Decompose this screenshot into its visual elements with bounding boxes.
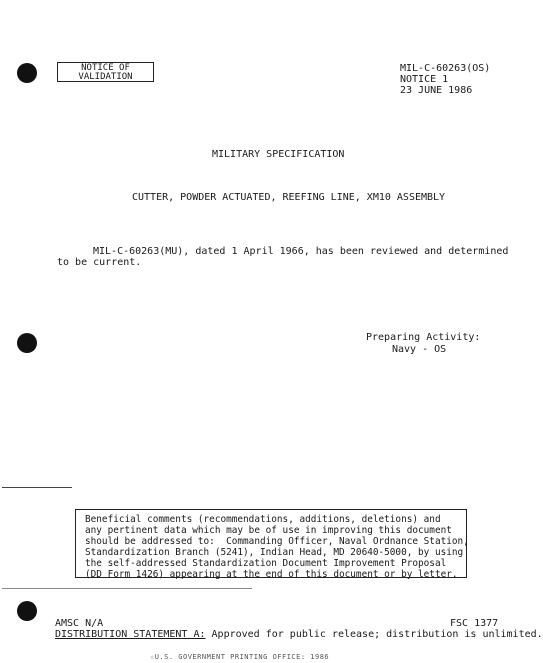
comments-line: any pertinent data which may be of use in improving this document — [85, 525, 452, 536]
comments-line: Beneficial comments (recommendations, additions, deletions) and — [85, 514, 441, 525]
comments-line: (DD Form 1426) appearing at the end of this document or by letter. — [85, 569, 458, 580]
document-heading: MILITARY SPECIFICATION — [212, 149, 345, 160]
distribution-text: Approved for public release; distribution is unlimited. — [205, 629, 543, 640]
distribution-label: DISTRIBUTION STATEMENT A: — [55, 629, 206, 640]
gpo-imprint: ☆U.S. GOVERNMENT PRINTING OFFICE: 1986 — [150, 653, 330, 661]
comments-line: the self-addressed Standardization Document Improvement Proposal — [85, 558, 447, 569]
comments-box — [75, 509, 467, 578]
doc-date: 23 JUNE 1986 — [400, 85, 473, 96]
preparing-activity-label: Preparing Activity: — [366, 332, 481, 343]
punch-hole-top — [17, 63, 37, 83]
distribution-statement — [55, 629, 543, 641]
notice-box-line2: VALIDATION — [78, 72, 133, 82]
notice-box-line1: NOTICE OF — [81, 63, 130, 73]
comments-line: should be addressed to: Commanding Officer, Naval Ordnance Station, — [85, 536, 469, 547]
punch-hole-bottom — [17, 601, 37, 621]
notice-of-validation-box — [57, 62, 154, 82]
amsc-code: AMSC N/A — [55, 618, 104, 629]
body-line-1: MIL-C-60263(MU), dated 1 April 1966, has been reviewed and determined — [93, 246, 509, 257]
comments-line: Standardization Branch (5241), Indian Head, MD 20640-5000, by using — [85, 547, 464, 558]
punch-hole-middle — [17, 333, 37, 353]
document-subject: CUTTER, POWDER ACTUATED, REEFING LINE, XM10 ASSEMBLY — [132, 192, 446, 203]
doc-notice: NOTICE 1 — [400, 74, 449, 85]
preparing-activity-value: Navy - OS — [392, 344, 447, 355]
fsc-code: FSC 1377 — [450, 618, 499, 629]
scan-rule-left — [2, 487, 72, 488]
doc-number: MIL-C-60263(OS) — [400, 63, 491, 74]
body-line-2: to be current. — [57, 257, 142, 268]
scan-rule-bottom — [2, 588, 252, 589]
